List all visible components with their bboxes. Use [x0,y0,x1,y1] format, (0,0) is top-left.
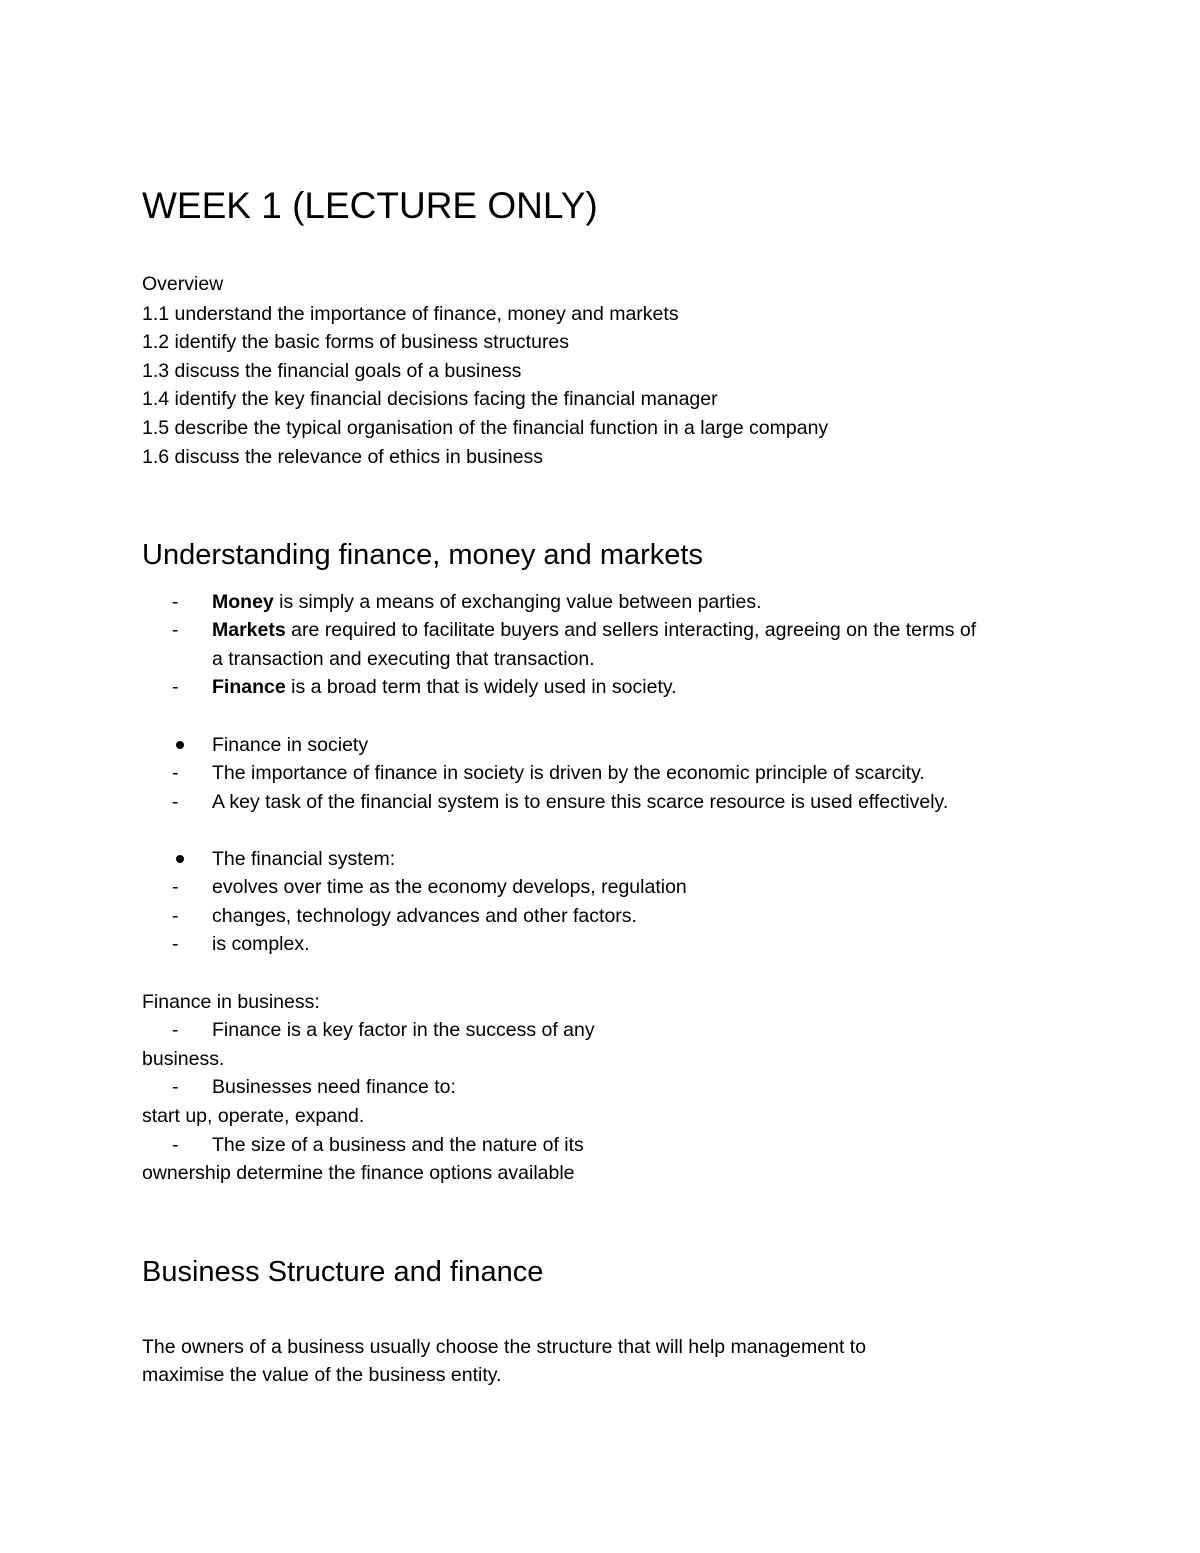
overview-item: 1.2 identify the basic forms of business structures [142,331,570,353]
list-item-wrap: ownership determine the finance options available [142,1162,575,1184]
list-item-wrap: start up, operate, expand. [142,1105,365,1127]
list-item-text: The size of a business and the nature of its [212,1134,584,1156]
dash-marker: - [172,876,179,898]
dash-marker: - [172,905,179,927]
paragraph-line: maximise the value of the business entity. [142,1364,502,1386]
list-item-text: evolves over time as the economy develops, regulation [212,876,687,898]
term-money: Money [212,591,274,613]
list-item-text: changes, technology advances and other factors. [212,905,637,927]
overview-item: 1.6 discuss the relevance of ethics in business [142,446,544,468]
definition-text: is simply a means of exchanging value between parties. [273,591,762,613]
list-item-text [212,616,976,644]
overview-item: 1.3 discuss the financial goals of a business [142,360,522,382]
finance-in-business-label: Finance in business: [142,991,320,1013]
term-finance: Finance [212,676,286,698]
paragraph-line: The owners of a business usually choose the structure that will help management to [142,1336,867,1358]
section-heading-business-structure: Business Structure and finance [142,1256,544,1288]
dash-marker: - [172,933,179,955]
dash-marker: - [172,1134,179,1156]
list-item-wrap: business. [142,1048,225,1070]
dash-marker: - [172,619,179,641]
dash-marker: - [172,791,179,813]
bullet-text: The financial system: [212,848,396,870]
bullet-text: Finance in society [212,734,369,756]
list-item-text: Businesses need finance to: [212,1076,456,1098]
page-title: WEEK 1 (LECTURE ONLY) [142,185,598,226]
term-markets: Markets [212,619,286,641]
list-item-text: Finance is a key factor in the success of any [212,1019,595,1041]
definition-text: are required to facilitate buyers and sellers interacting, agreeing on the terms of [285,619,977,641]
dash-marker: - [172,1076,179,1098]
bullet-dot-icon [176,741,184,749]
dash-marker: - [172,676,179,698]
overview-item: 1.5 describe the typical organisation of the financial function in a large company [142,417,829,439]
dash-marker: - [172,1019,179,1041]
definition-text: a transaction and executing that transaction. [212,648,595,670]
dash-marker: - [172,762,179,784]
list-item-text: A key task of the financial system is to ensure this scarce resource is used effectively. [212,791,949,813]
list-item-text: is complex. [212,933,310,955]
section-heading-finance-money-markets: Understanding finance, money and markets [142,539,703,571]
list-item-text: The importance of finance in society is driven by the economic principle of scarcity. [212,762,925,784]
overview-label: Overview [142,273,224,295]
overview-item: 1.1 understand the importance of finance, money and markets [142,303,679,325]
bullet-dot-icon [176,855,184,863]
overview-item: 1.4 identify the key financial decisions facing the financial manager [142,388,718,410]
list-item-text [212,673,677,701]
dash-marker: - [172,591,179,613]
list-item-text [212,588,762,616]
definition-text: is a broad term that is widely used in society. [285,676,677,698]
